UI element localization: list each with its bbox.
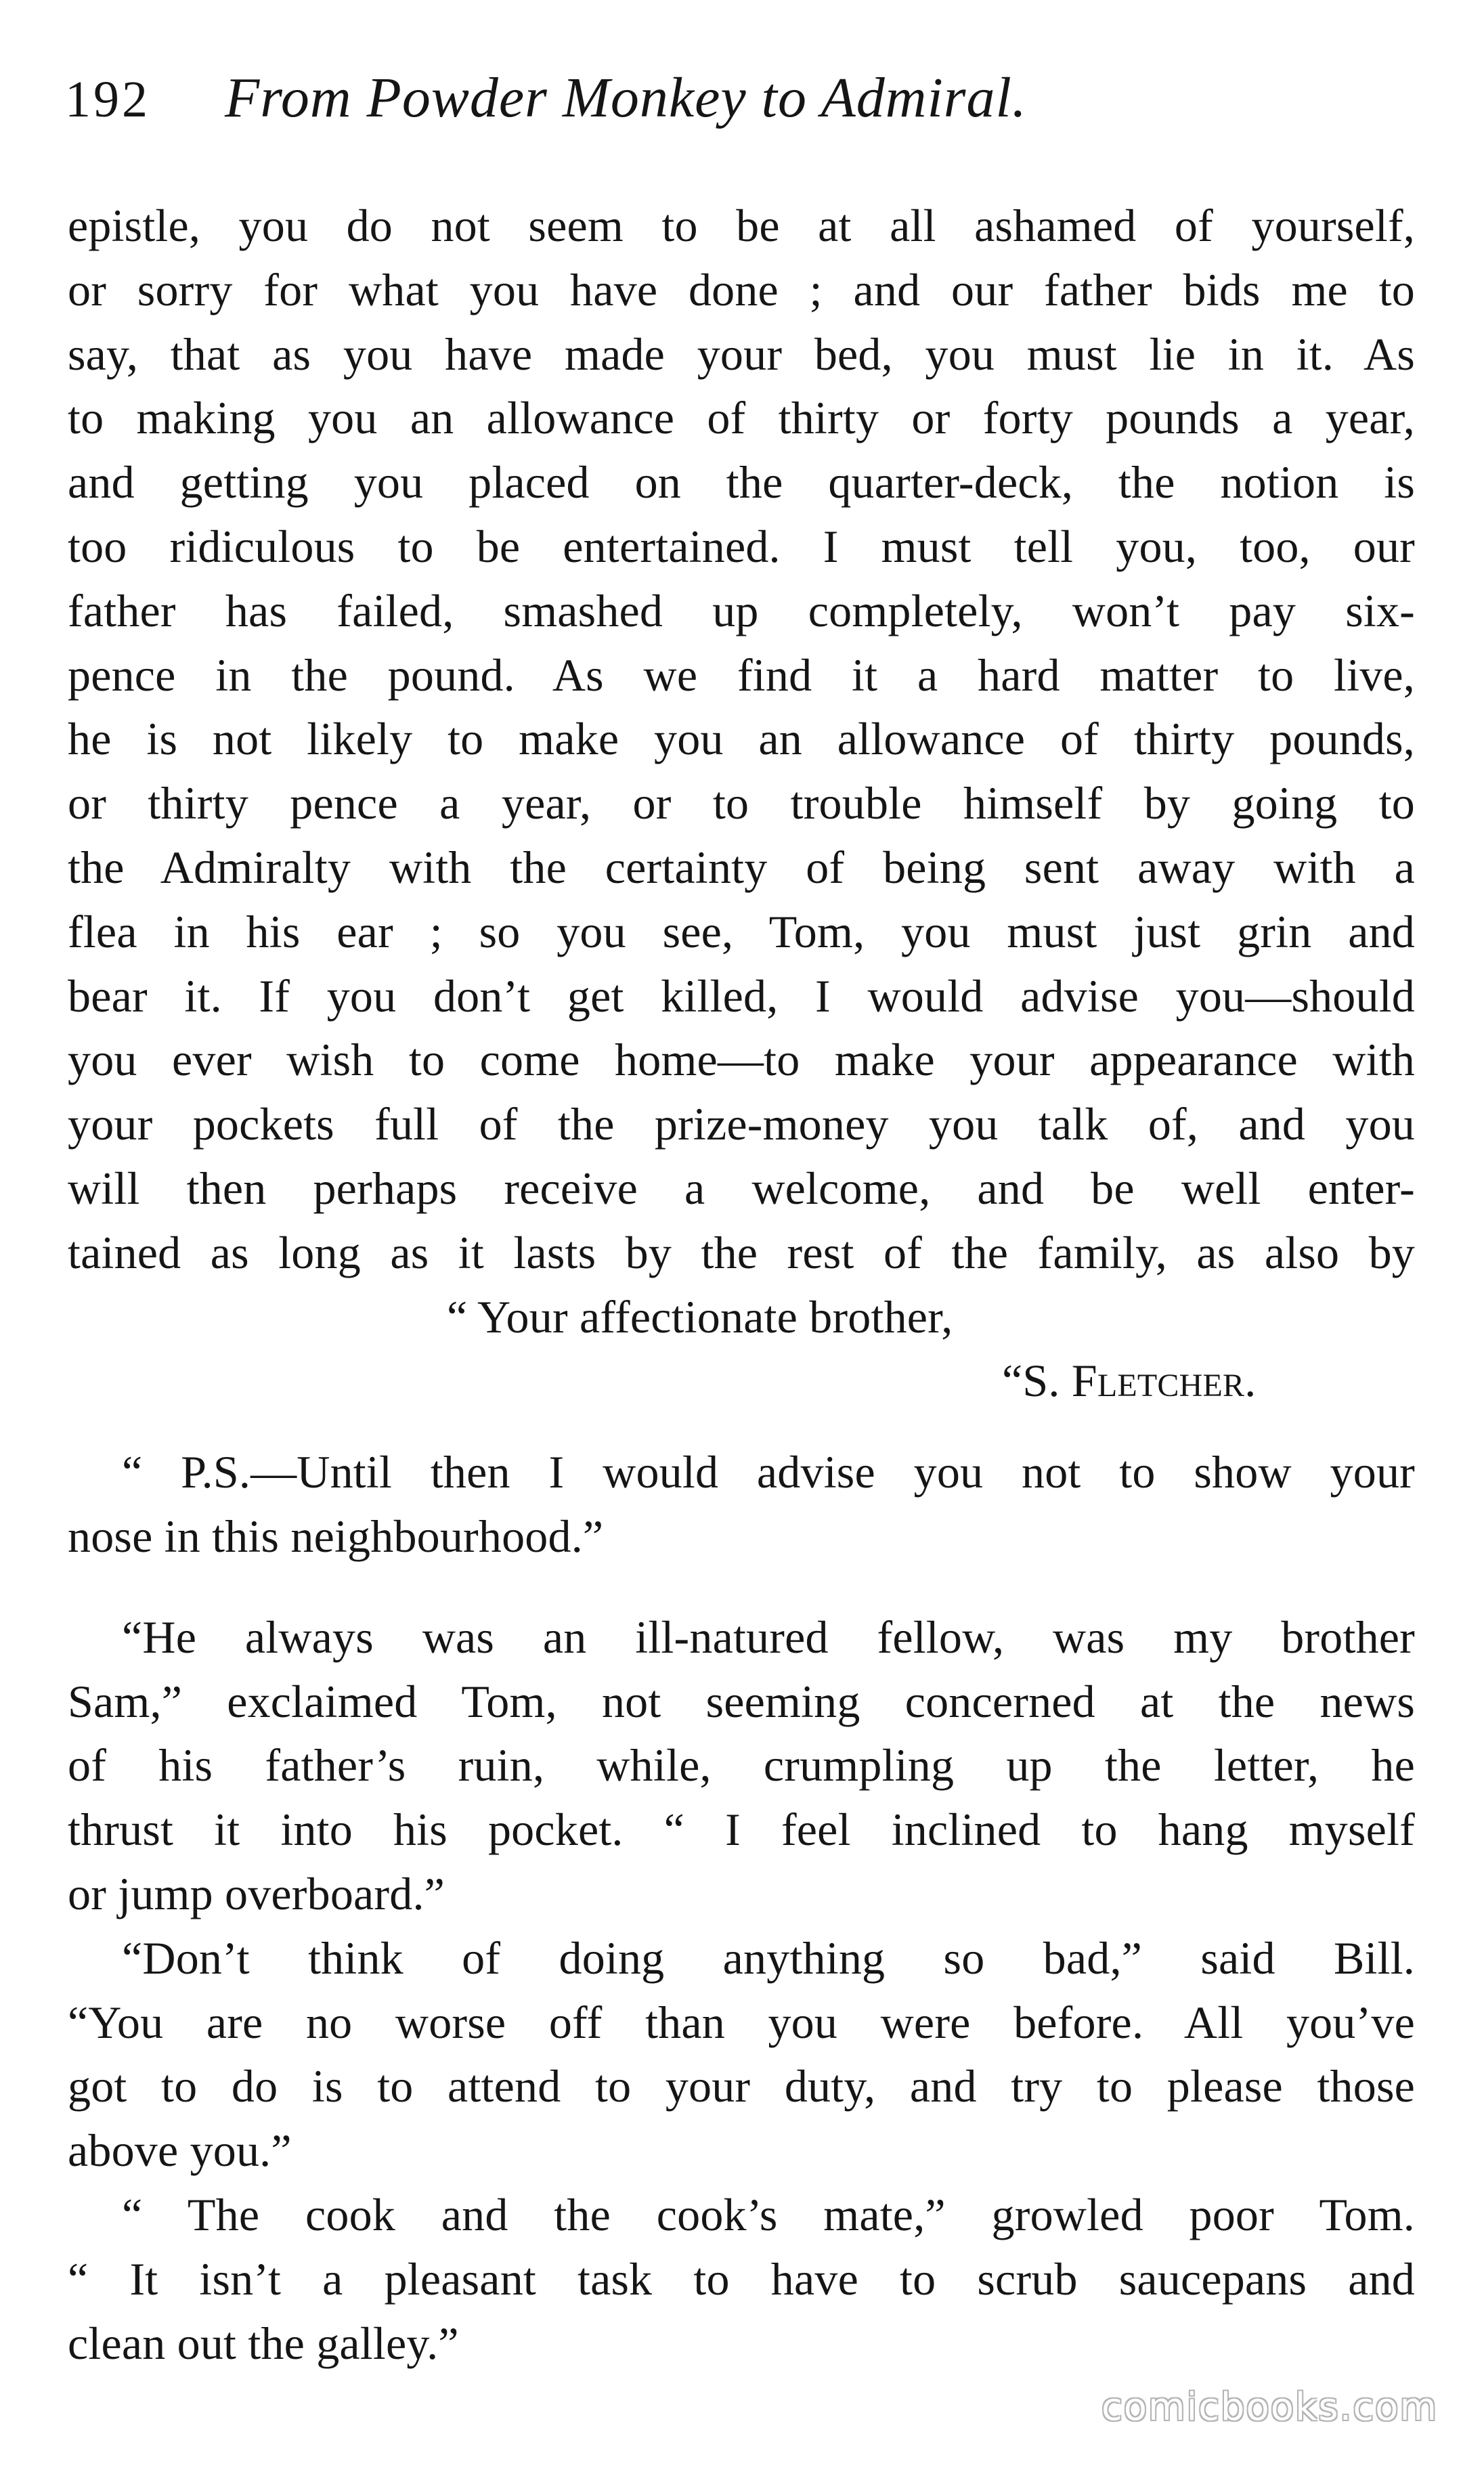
watermark: comicbooks.com [1101,2385,1438,2429]
text-line: flea in his ear ; so you see, Tom, you must just grin and [68,905,1415,957]
text-line: too ridiculous to be entertained. I must tell you, too, our [68,520,1415,572]
text-line: the Admiralty with the certainty of being sent away with a [68,841,1415,893]
running-head [65,65,1392,139]
dialogue-paragraph [68,1605,1415,1926]
paragraph-spacer [68,1569,1415,1605]
text-line: thrust it into his pocket. “ I feel inclined to hang myself [68,1804,1415,1856]
text-line: father has failed, smashed up completely, won’t pay six- [68,584,1415,636]
text-line: “He always was an ill-natured fellow, was my brother [122,1611,1415,1663]
body-text [68,194,1415,2375]
text-line: epistle, you do not seem to be at all ashamed of yourself, [68,200,1415,251]
text-line: above you.” [68,2125,292,2177]
text-line: “You are no worse off than you were before. All you’ve [68,1996,1415,2048]
text-line: of his father’s ruin, while, crumpling up the letter, he [68,1739,1415,1791]
text-line: your pockets full of the prize-money you talk of, and you [68,1098,1415,1150]
text-line: or sorry for what you have done ; and our father bids me to [68,263,1415,316]
text-line: “Don’t think of doing anything so bad,” said Bill. [122,1932,1415,1984]
letter-paragraph [68,194,1415,1285]
paragraph-spacer [68,1413,1415,1440]
text-line: or jump overboard.” [68,1867,445,1919]
text-line: “ The cook and the cook’s mate,” growled poor Tom. [122,2188,1415,2240]
dialogue-paragraph [68,2183,1415,2375]
text-line: clean out the galley.” [68,2317,459,2369]
text-line: “ It isn’t a pleasant task to have to scrub saucepans and [68,2253,1415,2305]
text-line: you ever wish to come home—to make your appearance with [68,1034,1415,1086]
text-line: nose in this neighbourhood.” [68,1510,604,1562]
text-line: say, that as you have made your bed, you must lie in it. As [68,328,1415,380]
closing-signature: “S. Fletcher. [1002,1355,1257,1407]
text-line: “ P.S.—Until then I would advise you not to show your [122,1446,1415,1498]
page-number: 192 [65,71,150,128]
text-line: to making you an allowance of thirty or forty pounds a year, [68,392,1415,444]
text-line: got to do is to attend to your duty, and try to please those [68,2060,1415,2112]
text-line: and getting you placed on the quarter-deck, the notion is [68,456,1415,508]
text-line: pence in the pound. As we find it a hard matter to live, [68,649,1415,701]
text-line: will then perhaps receive a welcome, and be well enter- [68,1162,1415,1214]
postscript [68,1440,1415,1569]
text-line: bear it. If you don’t get killed, I would advise you—should [68,970,1415,1022]
letter-closing [68,1285,1415,1414]
text-line: Sam,” exclaimed Tom, not seeming concerned at the news [68,1675,1415,1727]
text-line: he is not likely to make you an allowance of thirty pounds, [68,713,1415,765]
closing-salutation: “ Your affectionate brother, [447,1290,953,1343]
dialogue-paragraph [68,1926,1415,2183]
text-line: tained as long as it lasts by the rest of the family, as also by [68,1226,1415,1278]
running-title: From Powder Monkey to Admiral. [225,66,1027,129]
text-line: or thirty pence a year, or to trouble himself by going to [68,777,1415,829]
